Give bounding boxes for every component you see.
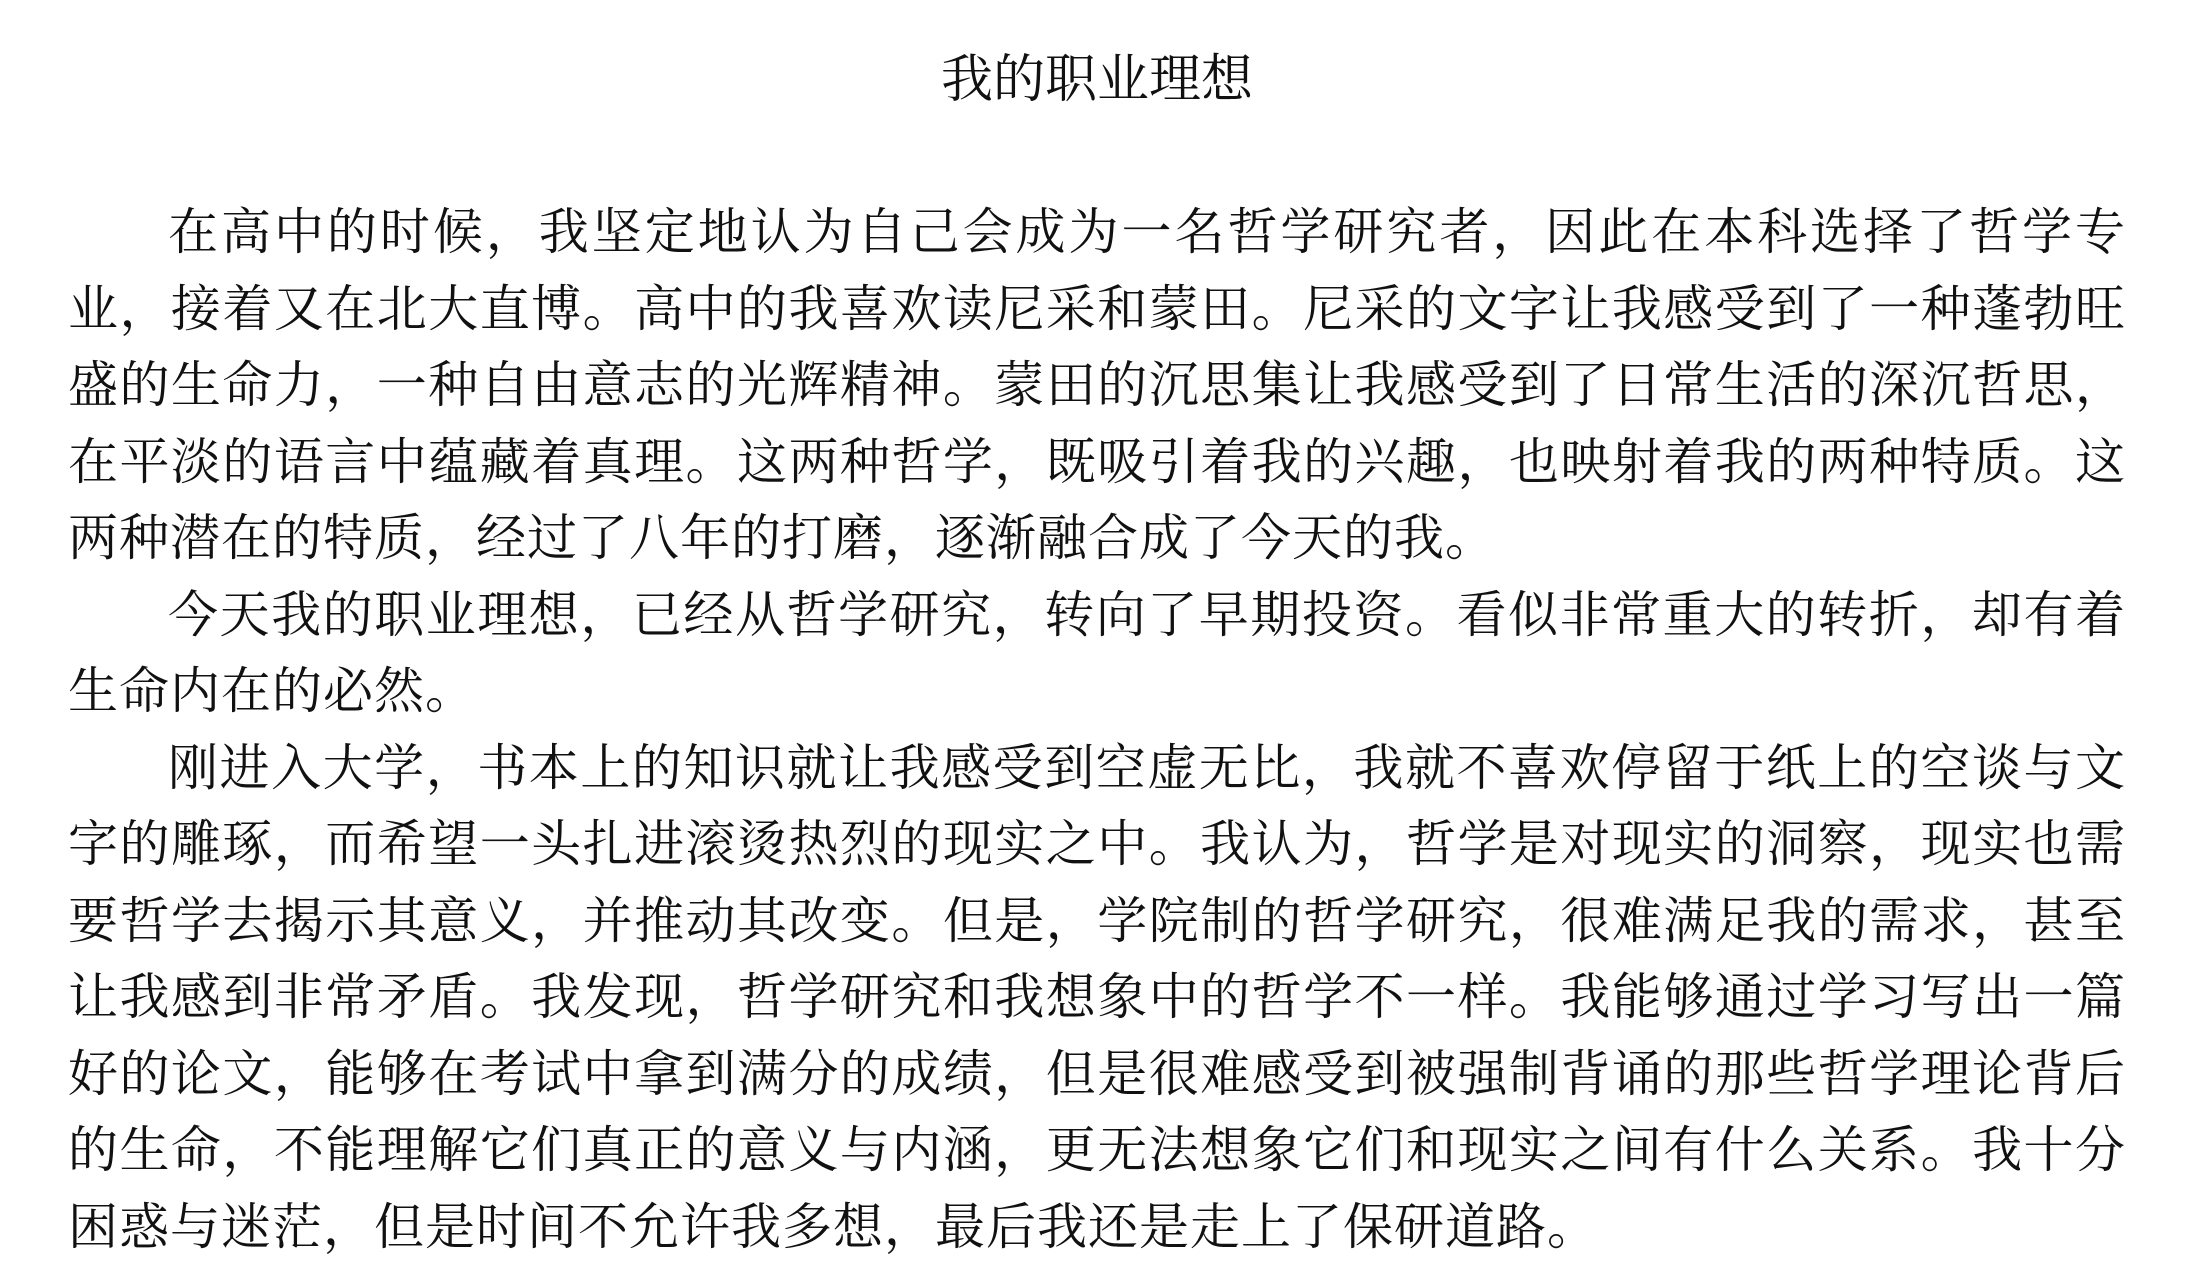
document-title: 我的职业理想 xyxy=(940,50,1253,110)
paragraph-3: 刚进入大学，书本上的知识就让我感受到空虚无比，我就不喜欢停留于纸上的空谈与文字的雕琢，而希望一头扎进滚烫热烈的现实之中。我认为，哲学是对现实的洞察，现实也需要哲学去揭示其意义，并推动其改变。但是，学院制的哲学研究，很难满足我的需求，甚至让我感到非常矛盾。我发现，哲学研究和我想象中的哲学不一样。我能够通过学习写出一篇好的论文，能够在考试中拿到满分的成绩，但是很难感受到被强制背诵的那些哲学理论背后的生命，不能理解它们真正的意义与内涵，更无法想象它们和现实之间有什么关系。我十分困惑与迷茫，但是时间不允许我多想，最后我还是走上了保研道路。 xyxy=(68,738,2126,1256)
paragraph-2: 今天我的职业理想，已经从哲学研究，转向了早期投资。看似非常重大的转折，却有着生命内在的必然。 xyxy=(68,585,2126,720)
paragraph-1: 在高中的时候，我坚定地认为自己会成为一名哲学研究者，因此在本科选择了哲学专业，接着又在北大直博。高中的我喜欢读尼采和蒙田。尼采的文字让我感受到了一种蓬勃旺盛的生命力，一种自由意志的光辉精神。蒙田的沉思集让我感受到了日常生活的深沉哲思，在平淡的语言中蕴藏着真理。这两种哲学，既吸引着我的兴趣，也映射着我的两种特质。这两种潜在的特质，经过了八年的打磨，逐渐融合成了今天的我。 xyxy=(68,203,2126,567)
document-page xyxy=(68,40,2126,1265)
